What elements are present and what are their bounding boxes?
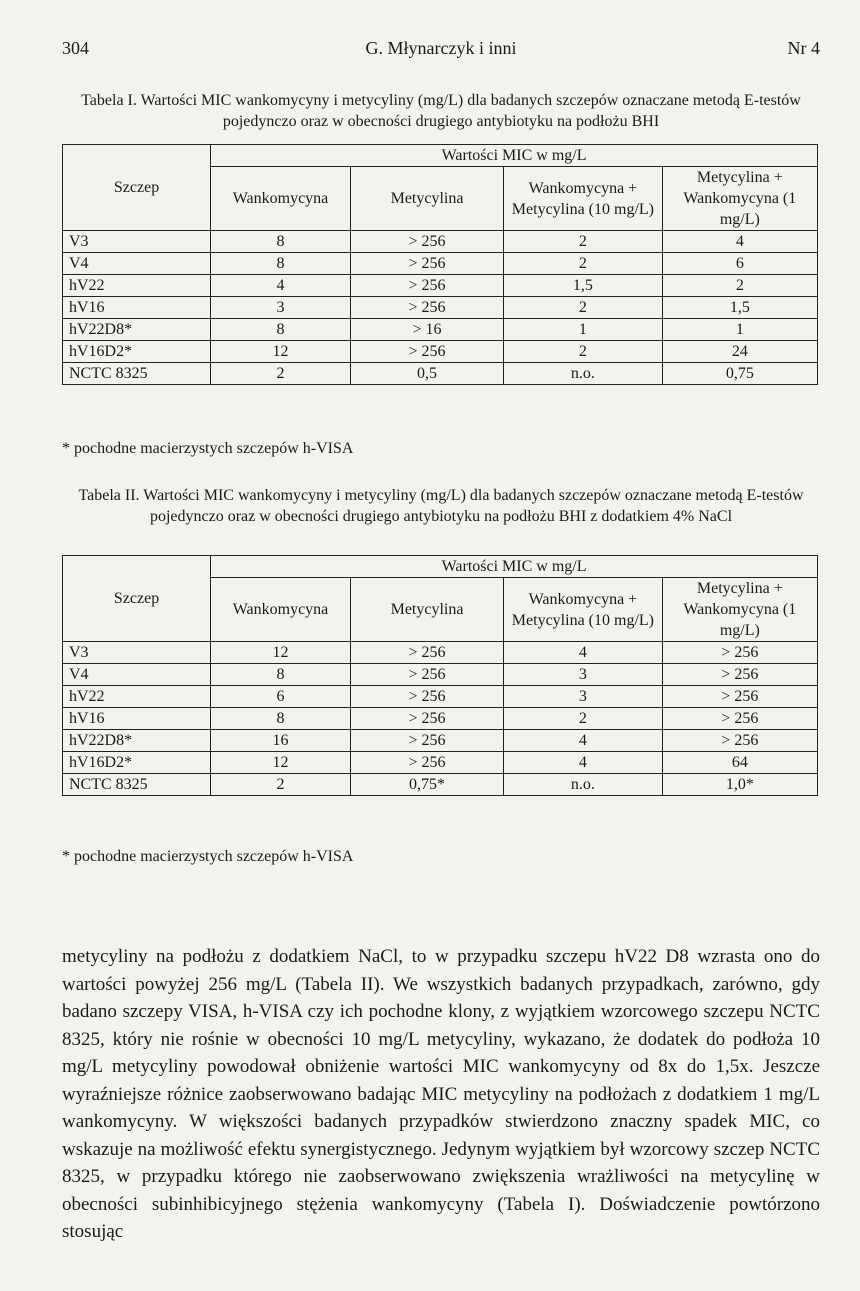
mic-value-cell: 6: [211, 686, 351, 708]
mic-value-cell: 0,5: [350, 363, 503, 385]
table-2-footnote: * pochodne macierzystych szczepów h-VISA: [62, 848, 354, 865]
strain-cell: hV16: [63, 297, 211, 319]
mic-value-cell: 3: [504, 664, 662, 686]
mic-value-cell: 1,5: [662, 297, 817, 319]
mic-value-cell: > 256: [350, 708, 503, 730]
strain-cell: hV22: [63, 686, 211, 708]
strain-cell: NCTC 8325: [63, 774, 211, 796]
column-header: Wankomycyna: [211, 167, 351, 231]
column-header: Metycylina + Wankomycyna (1 mg/L): [662, 578, 817, 642]
mic-value-cell: > 256: [350, 686, 503, 708]
table-1-caption: Tabela I. Wartości MIC wankomycyny i metycyliny (mg/L) dla badanych szczepów oznaczane metodą E-testów pojedynczo oraz w obecności drugiego antybiotyku na podłożu BHI: [81, 92, 801, 130]
mic-value-cell: 3: [211, 297, 351, 319]
mic-value-cell: > 256: [350, 752, 503, 774]
mic-value-cell: > 256: [350, 231, 503, 253]
mic-value-cell: > 256: [350, 253, 503, 275]
mic-value-cell: 1: [662, 319, 817, 341]
mic-value-cell: 12: [211, 752, 351, 774]
table-row: [63, 319, 818, 341]
mic-value-cell: 6: [662, 253, 817, 275]
table-2: [62, 555, 818, 796]
mic-value-cell: 8: [211, 319, 351, 341]
issue-number: Nr 4: [787, 38, 820, 58]
mic-value-cell: 4: [504, 730, 662, 752]
strain-cell: hV16: [63, 708, 211, 730]
mic-value-cell: 2: [211, 774, 351, 796]
mic-group-header: Wartości MIC w mg/L: [211, 145, 818, 167]
mic-value-cell: 3: [504, 686, 662, 708]
mic-value-cell: 2: [504, 341, 662, 363]
mic-value-cell: 4: [504, 642, 662, 664]
column-header: Wankomycyna + Metycylina (10 mg/L): [504, 167, 662, 231]
mic-value-cell: > 256: [350, 275, 503, 297]
body-paragraph: metycyliny na podłożu z dodatkiem NaCl, to w przypadku szczepu hV22 D8 wzrasta ono do wartości powyżej 256 mg/L (Tabela II). We wszystkich badanych przypadkach, zarówno, gdy badano szczepy VISA, h-VISA czy ich pochodne klony, z wyjątkiem wzorcowego szczepu NCTC 8325, który nie rośnie w obecności 10 mg/L metycyliny, wykazano, że dodatek do podłoża 10 mg/L metycyliny powodował obniżenie wartości MIC wankomycyny od 8x do 1,5x. Jeszcze wyraźniejsze różnice zaobserwowano badając MIC metycyliny na podłożach z dodatkiem 1 mg/L wankomycyny. W większości badanych przypadków stwierdzono znaczny spadek MIC, co wskazuje na możliwość efektu synergistycznego. Jedynym wyjątkiem był wzorcowy szczep NCTC 8325, w przypadku którego nie zaobserwowano zwiększenia wrażliwości na metycylinę w obecności subinhibicyjnego stężenia wankomycyny (Tabela I). Doświadczenie powtórzono stosując: [62, 946, 820, 1242]
table-1-footnote: * pochodne macierzystych szczepów h-VISA: [62, 440, 354, 457]
mic-value-cell: n.o.: [504, 363, 662, 385]
table-row: [63, 708, 818, 730]
mic-group-header: Wartości MIC w mg/L: [211, 556, 818, 578]
mic-value-cell: 64: [662, 752, 817, 774]
mic-value-cell: 2: [662, 275, 817, 297]
column-header: Metycylina: [350, 578, 503, 642]
mic-value-cell: > 256: [662, 730, 817, 752]
table-row: [63, 275, 818, 297]
strain-cell: hV16D2*: [63, 752, 211, 774]
mic-value-cell: > 256: [662, 642, 817, 664]
table-1: [62, 144, 818, 385]
mic-value-cell: 2: [211, 363, 351, 385]
table-row: [63, 253, 818, 275]
mic-value-cell: > 256: [662, 708, 817, 730]
mic-value-cell: 2: [504, 297, 662, 319]
mic-value-cell: 24: [662, 341, 817, 363]
mic-value-cell: 8: [211, 708, 351, 730]
mic-value-cell: > 256: [662, 664, 817, 686]
mic-value-cell: 4: [211, 275, 351, 297]
table-row: [63, 752, 818, 774]
mic-value-cell: n.o.: [504, 774, 662, 796]
mic-value-cell: 16: [211, 730, 351, 752]
mic-value-cell: 2: [504, 708, 662, 730]
column-header: Wankomycyna: [211, 578, 351, 642]
mic-value-cell: > 256: [350, 730, 503, 752]
strain-cell: V4: [63, 664, 211, 686]
table-row: [63, 642, 818, 664]
table-row: [63, 231, 818, 253]
strain-cell: V3: [63, 231, 211, 253]
table-row: [63, 774, 818, 796]
mic-value-cell: > 256: [350, 664, 503, 686]
mic-value-cell: > 256: [662, 686, 817, 708]
mic-value-cell: 4: [662, 231, 817, 253]
strain-cell: hV16D2*: [63, 341, 211, 363]
table-row: [63, 341, 818, 363]
mic-value-cell: > 256: [350, 297, 503, 319]
running-head-authors: G. Młynarczyk i inni: [365, 38, 517, 58]
mic-value-cell: > 256: [350, 341, 503, 363]
strain-cell: NCTC 8325: [63, 363, 211, 385]
mic-value-cell: > 256: [350, 642, 503, 664]
strain-cell: hV22D8*: [63, 730, 211, 752]
column-header: Metycylina + Wankomycyna (1 mg/L): [662, 167, 817, 231]
column-header: Wankomycyna + Metycylina (10 mg/L): [504, 578, 662, 642]
column-header: Metycylina: [350, 167, 503, 231]
mic-value-cell: 8: [211, 231, 351, 253]
mic-value-cell: 4: [504, 752, 662, 774]
mic-value-cell: 1,5: [504, 275, 662, 297]
strain-cell: V4: [63, 253, 211, 275]
mic-value-cell: 1,0*: [662, 774, 817, 796]
page-number: 304: [62, 38, 89, 58]
mic-value-cell: 1: [504, 319, 662, 341]
mic-value-cell: 12: [211, 341, 351, 363]
mic-value-cell: 8: [211, 253, 351, 275]
table-row: [63, 297, 818, 319]
strain-column-header: Szczep: [63, 145, 211, 231]
strain-cell: hV22: [63, 275, 211, 297]
strain-column-header: Szczep: [63, 556, 211, 642]
table-row: [63, 664, 818, 686]
table-2-caption: Tabela II. Wartości MIC wankomycyny i metycyliny (mg/L) dla badanych szczepów oznaczane metodą E-testów pojedynczo oraz w obecności drugiego antybiotyku na podłożu BHI z dodatkiem 4% NaCl: [78, 487, 804, 525]
mic-value-cell: > 16: [350, 319, 503, 341]
table-row: [63, 686, 818, 708]
mic-value-cell: 12: [211, 642, 351, 664]
mic-value-cell: 8: [211, 664, 351, 686]
mic-value-cell: 0,75: [662, 363, 817, 385]
mic-value-cell: 2: [504, 253, 662, 275]
strain-cell: hV22D8*: [63, 319, 211, 341]
table-row: [63, 730, 818, 752]
table-row: [63, 363, 818, 385]
strain-cell: V3: [63, 642, 211, 664]
mic-value-cell: 0,75*: [350, 774, 503, 796]
mic-value-cell: 2: [504, 231, 662, 253]
